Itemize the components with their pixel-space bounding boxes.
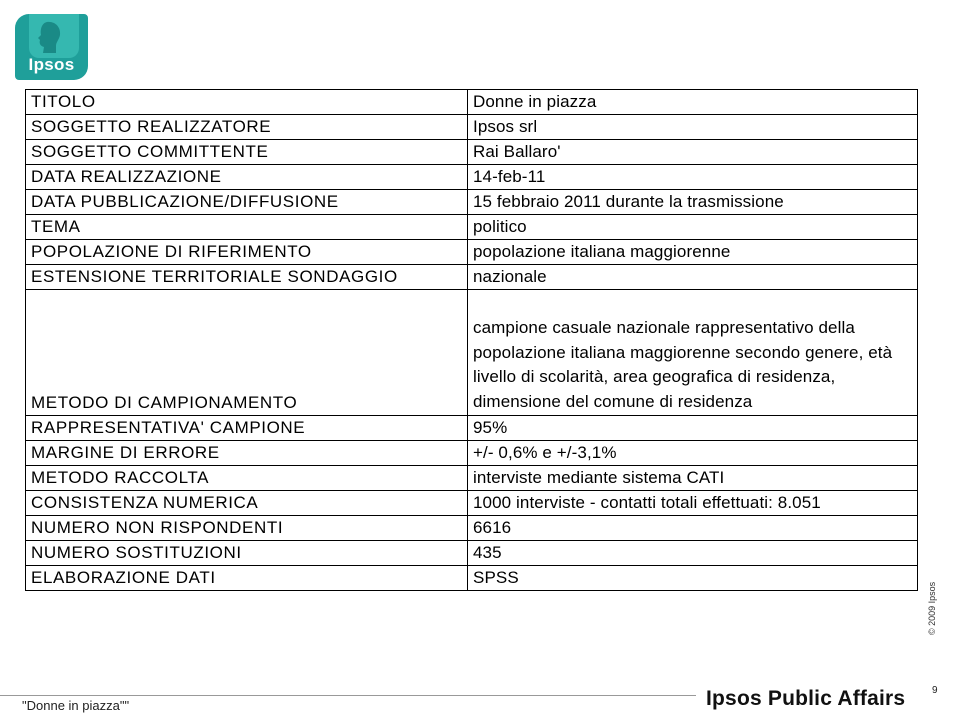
footer-divider [0, 695, 696, 696]
page-number: 9 [932, 685, 938, 696]
row-label: TEMA [26, 215, 468, 240]
survey-info-table [25, 89, 918, 591]
row-value: Rai Ballaro' [468, 140, 918, 165]
row-value: Ipsos srl [468, 115, 918, 140]
row-label: SOGGETTO COMMITTENTE [26, 140, 468, 165]
table-row [26, 115, 918, 140]
table-row [26, 140, 918, 165]
row-label: MARGINE DI ERRORE [26, 441, 468, 466]
head-profile-icon [37, 20, 63, 54]
row-value: 6616 [468, 516, 918, 541]
row-label: NUMERO NON RISPONDENTI [26, 516, 468, 541]
table-row [26, 441, 918, 466]
table-row [26, 416, 918, 441]
table-row [26, 240, 918, 265]
row-value: nazionale [468, 265, 918, 290]
logo-text: Ipsos [28, 55, 75, 74]
ipsos-logo [15, 14, 88, 80]
row-label: POPOLAZIONE DI RIFERIMENTO [26, 240, 468, 265]
table-row [26, 491, 918, 516]
row-label: CONSISTENZA NUMERICA [26, 491, 468, 516]
row-value: interviste mediante sistema CATI [468, 466, 918, 491]
row-value: politico [468, 215, 918, 240]
row-label: TITOLO [26, 90, 468, 115]
table-row [26, 466, 918, 491]
row-label: DATA PUBBLICAZIONE/DIFFUSIONE [26, 190, 468, 215]
row-value: popolazione italiana maggiorenne [468, 240, 918, 265]
row-label: METODO RACCOLTA [26, 466, 468, 491]
row-value: +/- 0,6% e +/-3,1% [468, 441, 918, 466]
row-label: DATA REALIZZAZIONE [26, 165, 468, 190]
row-label: SOGGETTO REALIZZATORE [26, 115, 468, 140]
table-row [26, 541, 918, 566]
row-value: Donne in piazza [468, 90, 918, 115]
table-row [26, 516, 918, 541]
row-label: RAPPRESENTATIVA' CAMPIONE [26, 416, 468, 441]
row-value: 14-feb-11 [468, 165, 918, 190]
row-label: ESTENSIONE TERRITORIALE SONDAGGIO [26, 265, 468, 290]
copyright-note: © 2009 Ipsos [927, 581, 937, 635]
row-label: ELABORAZIONE DATI [26, 566, 468, 591]
row-value: 435 [468, 541, 918, 566]
table-row [26, 215, 918, 240]
row-value: campione casuale nazionale rappresentativo della popolazione italiana maggiorenne secondo genere, età livello di scolarità, area geografica di residenza, dimensione del comune di residenza [468, 290, 918, 416]
table-row [26, 265, 918, 290]
table-row [26, 566, 918, 591]
row-label: NUMERO SOSTITUZIONI [26, 541, 468, 566]
table-row [26, 190, 918, 215]
row-value: SPSS [468, 566, 918, 591]
table-row [26, 290, 918, 416]
table-row [26, 165, 918, 190]
footer-title: "Donne in piazza"" [22, 698, 130, 713]
row-value: 95% [468, 416, 918, 441]
row-value: 15 febbraio 2011 durante la trasmissione [468, 190, 918, 215]
table-row [26, 90, 918, 115]
brand-name: Ipsos Public Affairs [706, 687, 906, 710]
row-value: 1000 interviste - contatti totali effettuati: 8.051 [468, 491, 918, 516]
row-label: METODO DI CAMPIONAMENTO [26, 290, 468, 416]
